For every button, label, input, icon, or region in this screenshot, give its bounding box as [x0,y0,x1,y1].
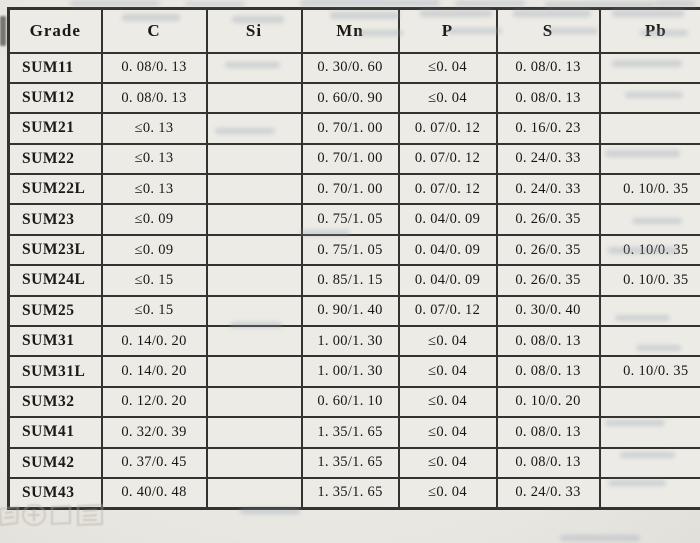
grade-cell: SUM43 [9,478,102,508]
table-row [9,174,700,204]
value-cell [600,53,700,83]
bleed-through-smudge [455,1,525,6]
value-cell: 0. 14/0. 20 [102,356,207,386]
value-cell: ≤0. 04 [399,387,497,417]
value-cell: 0. 60/1. 10 [302,387,399,417]
table-row [9,478,700,508]
value-cell: 0. 26/0. 35 [497,265,600,295]
value-cell: 0. 08/0. 13 [102,53,207,83]
value-cell: 1. 35/1. 65 [302,478,399,508]
value-cell: 0. 24/0. 33 [497,478,600,508]
table-row [9,144,700,174]
value-cell [600,326,700,356]
value-cell: 0. 75/1. 05 [302,204,399,234]
value-cell: 0. 40/0. 48 [102,478,207,508]
grade-cell: SUM41 [9,417,102,447]
grade-cell: SUM25 [9,296,102,326]
bleed-through-smudge [560,535,640,541]
value-cell [207,356,302,386]
value-cell: 0. 08/0. 13 [497,326,600,356]
value-cell [207,417,302,447]
value-cell: ≤0. 04 [399,478,497,508]
value-cell [600,448,700,478]
value-cell: 0. 10/0. 35 [600,356,700,386]
value-cell: 0. 70/1. 00 [302,174,399,204]
value-cell: 0. 04/0. 09 [399,204,497,234]
bleed-through-smudge [300,0,440,6]
grade-cell: SUM22 [9,144,102,174]
value-cell: 1. 35/1. 65 [302,448,399,478]
column-header-p: P [399,9,497,53]
value-cell [207,296,302,326]
value-cell [207,174,302,204]
column-header-grade: Grade [9,9,102,53]
grade-cell: SUM31L [9,356,102,386]
value-cell [600,144,700,174]
value-cell: 0. 08/0. 13 [497,448,600,478]
value-cell [600,204,700,234]
value-cell: 0. 08/0. 13 [497,417,600,447]
value-cell: 0. 30/0. 60 [302,53,399,83]
value-cell: 0. 30/0. 40 [497,296,600,326]
value-cell [600,113,700,143]
value-cell: 0. 10/0. 35 [600,235,700,265]
scan-edge-artifact [0,16,6,46]
header-row [9,9,700,53]
table-row [9,83,700,113]
grade-cell: SUM22L [9,174,102,204]
value-cell: 0. 24/0. 33 [497,144,600,174]
value-cell [207,448,302,478]
value-cell [207,144,302,174]
value-cell [600,387,700,417]
value-cell [207,113,302,143]
value-cell [207,204,302,234]
steel-grades-composition-table [7,7,700,510]
table-row [9,356,700,386]
column-header-pb: Pb [600,9,700,53]
bleed-through-smudge [655,1,695,6]
value-cell: 0. 90/1. 40 [302,296,399,326]
value-cell: ≤0. 04 [399,417,497,447]
column-header-c: C [102,9,207,53]
value-cell: 0. 08/0. 13 [102,83,207,113]
column-header-s: S [497,9,600,53]
column-header-mn: Mn [302,9,399,53]
value-cell: 1. 00/1. 30 [302,356,399,386]
value-cell: 1. 35/1. 65 [302,417,399,447]
value-cell: 0. 32/0. 39 [102,417,207,447]
value-cell [600,478,700,508]
value-cell: 0. 70/1. 00 [302,113,399,143]
bleed-through-smudge [185,2,245,6]
table-row [9,417,700,447]
value-cell [207,83,302,113]
grade-cell: SUM11 [9,53,102,83]
table-row [9,53,700,83]
grade-cell: SUM24L [9,265,102,295]
grade-cell: SUM21 [9,113,102,143]
value-cell: 0. 08/0. 13 [497,53,600,83]
value-cell [207,53,302,83]
grade-cell: SUM12 [9,83,102,113]
value-cell [600,83,700,113]
value-cell: ≤0. 04 [399,83,497,113]
grade-cell: SUM23 [9,204,102,234]
column-header-si: Si [207,9,302,53]
value-cell: 0. 16/0. 23 [497,113,600,143]
table-row [9,235,700,265]
value-cell [207,326,302,356]
value-cell [207,478,302,508]
value-cell: ≤0. 13 [102,144,207,174]
grade-cell: SUM42 [9,448,102,478]
table-row [9,204,700,234]
value-cell: ≤0. 04 [399,53,497,83]
value-cell: ≤0. 13 [102,113,207,143]
value-cell: ≤0. 04 [399,356,497,386]
table-row [9,296,700,326]
value-cell [600,417,700,447]
value-cell [207,235,302,265]
value-cell: ≤0. 15 [102,296,207,326]
value-cell: 0. 10/0. 35 [600,265,700,295]
value-cell: 0. 75/1. 05 [302,235,399,265]
value-cell: ≤0. 04 [399,448,497,478]
value-cell: 0. 07/0. 12 [399,174,497,204]
grade-cell: SUM31 [9,326,102,356]
value-cell: 0. 07/0. 12 [399,144,497,174]
value-cell: 0. 10/0. 20 [497,387,600,417]
value-cell: 0. 14/0. 20 [102,326,207,356]
table-row [9,113,700,143]
value-cell: 0. 08/0. 13 [497,83,600,113]
bleed-through-smudge [70,1,160,6]
grade-cell: SUM32 [9,387,102,417]
table-body [9,53,700,509]
table-row [9,387,700,417]
value-cell: 0. 60/0. 90 [302,83,399,113]
value-cell: ≤0. 09 [102,204,207,234]
value-cell: 0. 07/0. 12 [399,296,497,326]
value-cell: 0. 70/1. 00 [302,144,399,174]
value-cell: 0. 04/0. 09 [399,265,497,295]
value-cell: 0. 12/0. 20 [102,387,207,417]
value-cell: ≤0. 13 [102,174,207,204]
value-cell: ≤0. 09 [102,235,207,265]
value-cell: 0. 37/0. 45 [102,448,207,478]
table-row [9,326,700,356]
value-cell: 0. 08/0. 13 [497,356,600,386]
value-cell: 0. 07/0. 12 [399,113,497,143]
value-cell: 0. 24/0. 33 [497,174,600,204]
value-cell [600,296,700,326]
value-cell: 1. 00/1. 30 [302,326,399,356]
value-cell [207,265,302,295]
value-cell: 0. 85/1. 15 [302,265,399,295]
value-cell: 0. 26/0. 35 [497,204,600,234]
value-cell: 0. 26/0. 35 [497,235,600,265]
value-cell [207,387,302,417]
table-row [9,265,700,295]
grade-cell: SUM23L [9,235,102,265]
value-cell: ≤0. 15 [102,265,207,295]
value-cell: 0. 10/0. 35 [600,174,700,204]
value-cell: ≤0. 04 [399,326,497,356]
table-row [9,448,700,478]
value-cell: 0. 04/0. 09 [399,235,497,265]
